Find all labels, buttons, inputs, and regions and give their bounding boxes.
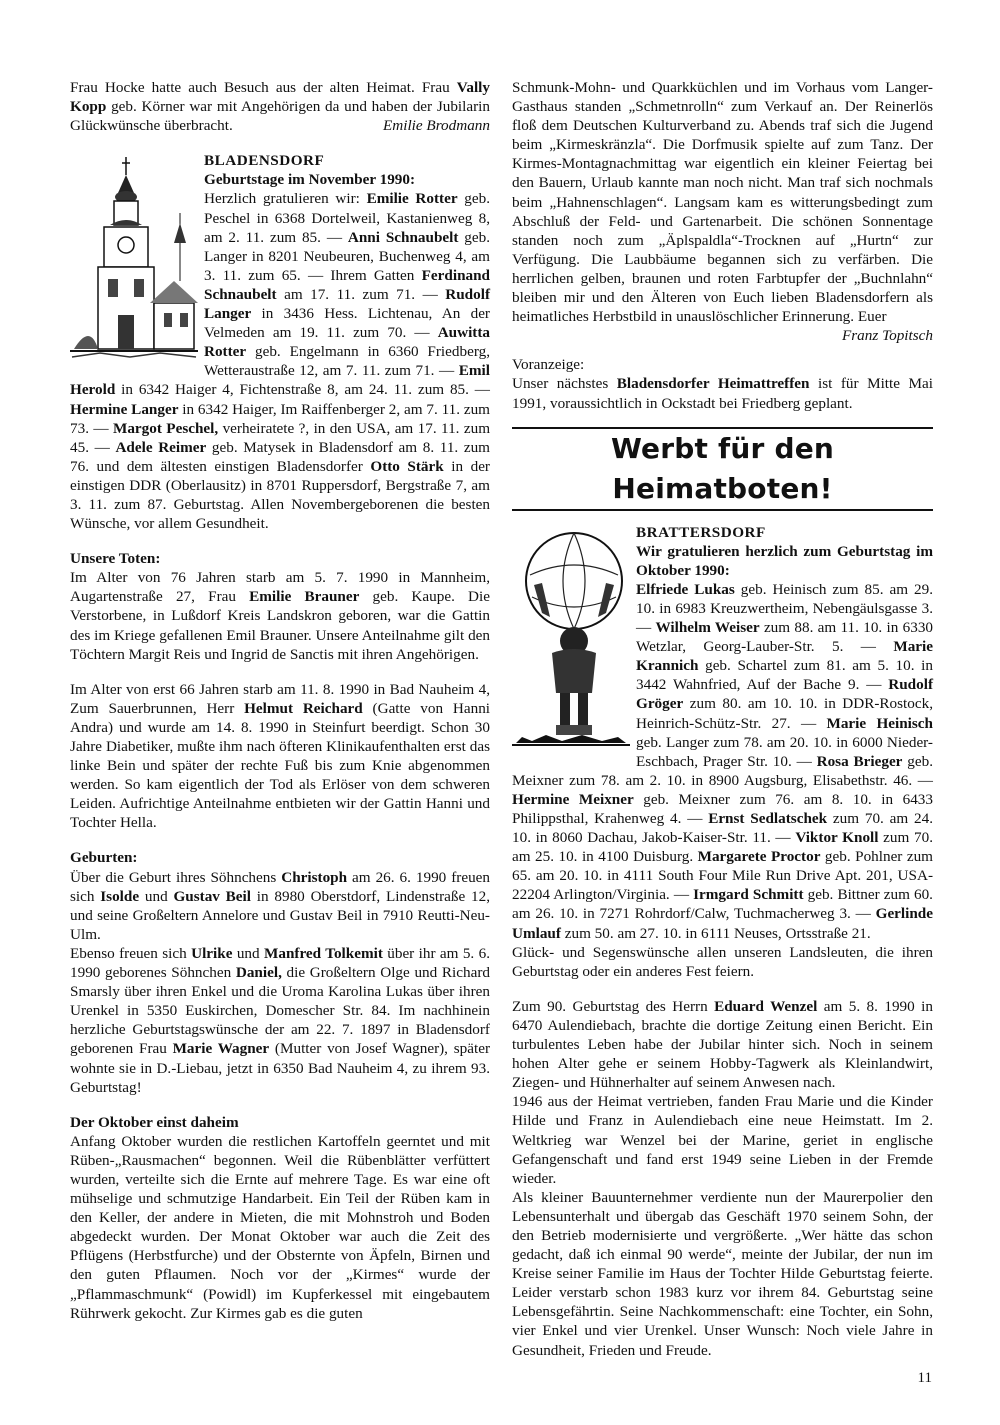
bladensdorf-subtitle: Geburtstage im November 1990: [204,171,416,189]
atlas-statue-illustration [512,525,630,753]
bladensdorf-birthdays: Herzlich gratulieren wir: Emilie Rotter geb. Peschel in 6368 Dortelweil, Kastanienweg 8, am 2. 11. zum 85. — Anni Schnaubelt geb. Langer in 8201 Neubeuren, Buchenweg 4, am 3. 11. zum 65. — Ihrem Gatten Ferdinand Schnaubelt am 17. 11. zum 71. — Rudolf Langer in 3436 Hess. Lichtenau, An der Velmeden am 19. 11. zum 70. — Auwitta Rotter geb. Engelmann in 6360 Friedberg, Wetteraustraße 12, am 7. 11. zum 71. — Emil Herold in 6342 Haiger 4, Fichtenstraße 8, am 24. 11. zum 85. — Hermine Langer in 6342 Haiger, Im Raiffenberger 2, am 7. 11. zum 73. — Margot Peschel, verheiratete ?, in den USA, am 17. 11. zum 45. — Adele Reimer geb. Matysek in Bladensdorf am 8. 11. zum 76. und dem ältesten einstigen Bladensdorfer Otto Stärk in der einstigen DDR (Oberlausitz) in 8701 Ruppersdorf, Bergstraße 7, am 3. 11. zum 87. Geburtstag. Allen Novembergeborenen die besten Wünsche, vor allem Gesundheit. [70,190,491,533]
oktober-title: Der Oktober einst daheim [70,1113,239,1131]
toten-paragraph-2: Im Alter von erst 66 Jahren starb am 11. 8. 1990 in Bad Nauheim 4, Zum Sauerbrunnen, Herr Helmut Reichard (Gatte von Hanni Andra) und wurde am 14. 8. 1990 in Steinfurt beerdigt. Schon 30 Jahre Diabetiker, mußte ihm nach öfteren Klinikaufenthalten erst das linke Bein und später der rechte Fuß bis zum Knie abgenommen werden. So kam eigentlich der Tod als Erlöser von dem schweren Leiden. Aufrichtige Anteilnahme entbieten wir der Gattin Hanni und Tochter Hella. [70,680,491,832]
brattersdorf-closing: Glück- und Segenswünsche allen unseren Landsleuten, die ihren Geburtstag oder ein anderes Fest feiern. [512,943,933,980]
brattersdorf-birthdays: Elfriede Lukas geb. Heinisch zum 85. am 29. 10. in 6983 Kreuzwertheim, Nebengäulsgasse 3. — Wilhelm Weiser zum 88. am 11. 10. in 6330 Wetzlar, Georg-Lauber-Str. 5. — Marie Krannich geb. Schartel zum 81. am 5. 10. in 3442 Wahnfried, Auf der Bache 9. — Rudolf Gröger zum 80. am 10. 10. in DDR-Rostock, Heinrich-Schütz-Str. 27. — Marie Heinisch geb. Langer zum 78. am 20. 10. in 6000 Nieder-Eschbach, Prager Str. 10. — Rosa Brieger geb. Meixner zum 78. am 2. 10. in 8900 Augsburg, Elisabethstr. 46. — Hermine Meixner geb. Meixner zum 76. am 8. 10. in 6433 Philippsthal, Krahenweg 4. — Ernst Sedlatschek zum 70. am 24. 10. in 8060 Dachau, Jakob-Kaiser-Str. 11. — Viktor Knoll zum 70. am 25. 10. in 4100 Duisburg. Margarete Proctor geb. Pohlner zum 65. am 20. 10. in 4111 South Four Mile Run Drive Apt. 201, USA-22204 Arlington/Virginia. — Irmgard Schmitt geb. Bittner zum 60. am 26. 10. in 7271 Rohrdorf/Calw, Tuchmacherweg 3. — Gerlinde Umlauf zum 50. am 27. 10. in 6111 Neuses, Ortsstraße 21. [512,580,934,942]
bladensdorf-title: BLADENSDORF [204,152,325,170]
left-column [70,78,490,1323]
geburten-title: Geburten: [70,849,138,867]
oktober-paragraph: Anfang Oktober wurden die restlichen Kartoffeln geerntet und mit Rüben-„Rausmachen“ begonnen. Weil die Rübenblätter verfüttert wurden, verteilte sich die Ernte auf mehrere Tage. Es war eine oft mühselige und schmutzige Handarbeit. Ein Teil der Rüben kam in den Keller, der andere in Mieten, die mit Mohnstroh und Boden abgedeckt wurden. Der Monat Oktober war auch die Zeit des Pflügens (Herbstfurche) und der Obsternte von Äpfeln, Birnen und den guten Pflaumen. Noch vor der „Kirmes“ wurde der „Pflammaschmunk“ (Powidl) im Kupferkessel mit eingebautem Rührwerk gekocht. Zur Kirmes gab es die guten [70,1132,490,1322]
toten-title: Unsere Toten: [70,550,161,568]
signature: Emilie Brodmann [382,117,490,135]
oktober-continuation: Schmunk-Mohn- und Quarkküchlen und im Vorhaus vom Langer-Gasthaus standen „Schmetnrolln“ zum Verkauf an. Der Reinerlös floß dem Deutschen Kulturverband zu. Abends traf sich die Jugend beim „Kirmeskränzla“. Die Dorfmusik spielte auf zum Tanz. Der Kirmes-Montagnachmittag war eigentlich ein kleiner Feiertag bei den Bauern, Urlaub kannte man noch nicht. Man traf sich nochmals beim „Hahnenschlagen“. Langsam kam es witterungsbedingt zum Abschluß der Feld- und Gartenarbeit. Die schönen Sonnentage standen noch zum „Äplspaldla“-Trocknen auf „Hurtn“ zur Verfügung. Die Laubbäume begannen sich zu verfärben. Die herrlichen gelben, braunen und roten Farbtupfer der „Buchnlahn“ bleiben mir und den Älteren von Euch lieben Bladensdorfern als heimatliches Herbstbild in unauslöschlicher Erinnerung. Euer Franz Topitsch [512,79,933,345]
signature-topitsch: Franz Topitsch [841,327,933,345]
brattersdorf-subtitle: Wir gratulieren herzlich zum Geburtstag im Oktober 1990: [636,542,933,579]
geburten-paragraph-1: Über die Geburt ihres Söhnchens Christoph am 26. 6. 1990 freuen sich Isolde und Gustav Beil in 8980 Oberstdorf, Lindenstraße 12, und seine Großeltern Annelore und Gustav Beil in 7910 Reutti-Neu-Ulm. [70,868,491,943]
wenzel-paragraph-3: Als kleiner Bauunternehmer verdiente nun der Maurerpolier den Lebensunterhalt und übergab das Geschäft 1970 seinem Sohn, der den Betrieb modernisierte und vergrößerte. „Wer hätte das schon gedacht, daß ich einmal 90 werde“, meinte der Jubilar, der nun im Kreise seiner Familie im Haus der Tochter Hilde Geburtstag feierte. Leider verstarb schon 1983 kurz vor ihrem 84. Geburtstag seine Lebensgefährtin. Seine Nachkommenschaft: eine Tochter, ein Sohn, vier Enkel und vier Urenkel. Unser Wunsch: Noch viele Jahre in Gesundheit, Frieden und Freude. [512,1188,933,1359]
heimatbote-banner: Werbt für den Heimatboten! [512,427,933,511]
right-column [512,78,933,1360]
hocke-paragraph: Frau Hocke hatte auch Besuch aus der alten Heimat. Frau Vally Kopp geb. Körner war mit Angehörigen da und haben der Jubilarin Glückwünsche überbracht. Emilie Brodmann [70,79,490,135]
toten-paragraph-1: Im Alter von 76 Jahren starb am 5. 7. 1990 in Mannheim, Augartenstraße 27, Frau Emilie Brauner geb. Kaupe. Die Verstorbene, in Lußdorf Kreis Landskron geboren, war die Gattin des im Kriege gefallenen Emil Brauner. Unsere Anteilnahme gilt den Töchtern Margit Reis und Ingrid de Sanctis mit ihren Angehörigen. [70,569,490,663]
page-number: 11 [917,1370,932,1386]
wenzel-paragraph-1: Zum 90. Geburtstag des Herrn Eduard Wenzel am 5. 8. 1990 in 6470 Aulendiebach, brachte die dortige Zeitung einen Bericht. Ein turbulentes Leben habe der Jubilar hinter sich. Noch in seinem hohen Alter gehe er seinem Hobby-Tagwerk als Kleinlandwirt, Ziegen- und Hühnerhalter auf seinem Anwesen nach. [512,997,933,1092]
brattersdorf-title: BRATTERSDORF [636,523,766,541]
voranzeige-text: Unser nächstes Bladensdorfer Heimattreffen ist für Mitte Mai 1991, voraussichtlich in Ockstadt bei Friedberg geplant. [512,375,933,412]
geburten-paragraph-2: Ebenso freuen sich Ulrike und Manfred Tolkemit über ihr am 5. 6. 1990 geborenes Söhnchen Daniel, die Großeltern Olge und Richard Smarsly über ihren Enkel und die Uroma Karolina Lukas über ihren Urenkel in 5350 Euskirchen, Domescher Str. 84. Im nachhinein herzliche Geburtstagswünsche der am 22. 7. 1897 in Bladensdorf geborenen Frau Marie Wagner (Mutter von Josef Wagner), später wohnte sie in D.-Liebau, jetzt in 6350 Bad Nauheim 4, zu ihrem 93. Geburtstag! [70,944,490,1096]
wenzel-paragraph-2: 1946 aus der Heimat vertrieben, fanden Frau Marie und die Kinder Hilde und Franz in Aulendiebach eine neue Heimstatt. Im 2. Weltkrieg war Wenzel bei der Marine, geriet in englische Gefangenschaft und fand erst 1949 seine Lieben in der Fremde wieder. [512,1093,933,1187]
church-illustration [70,153,198,361]
voranzeige-label: Voranzeige: [512,356,585,374]
